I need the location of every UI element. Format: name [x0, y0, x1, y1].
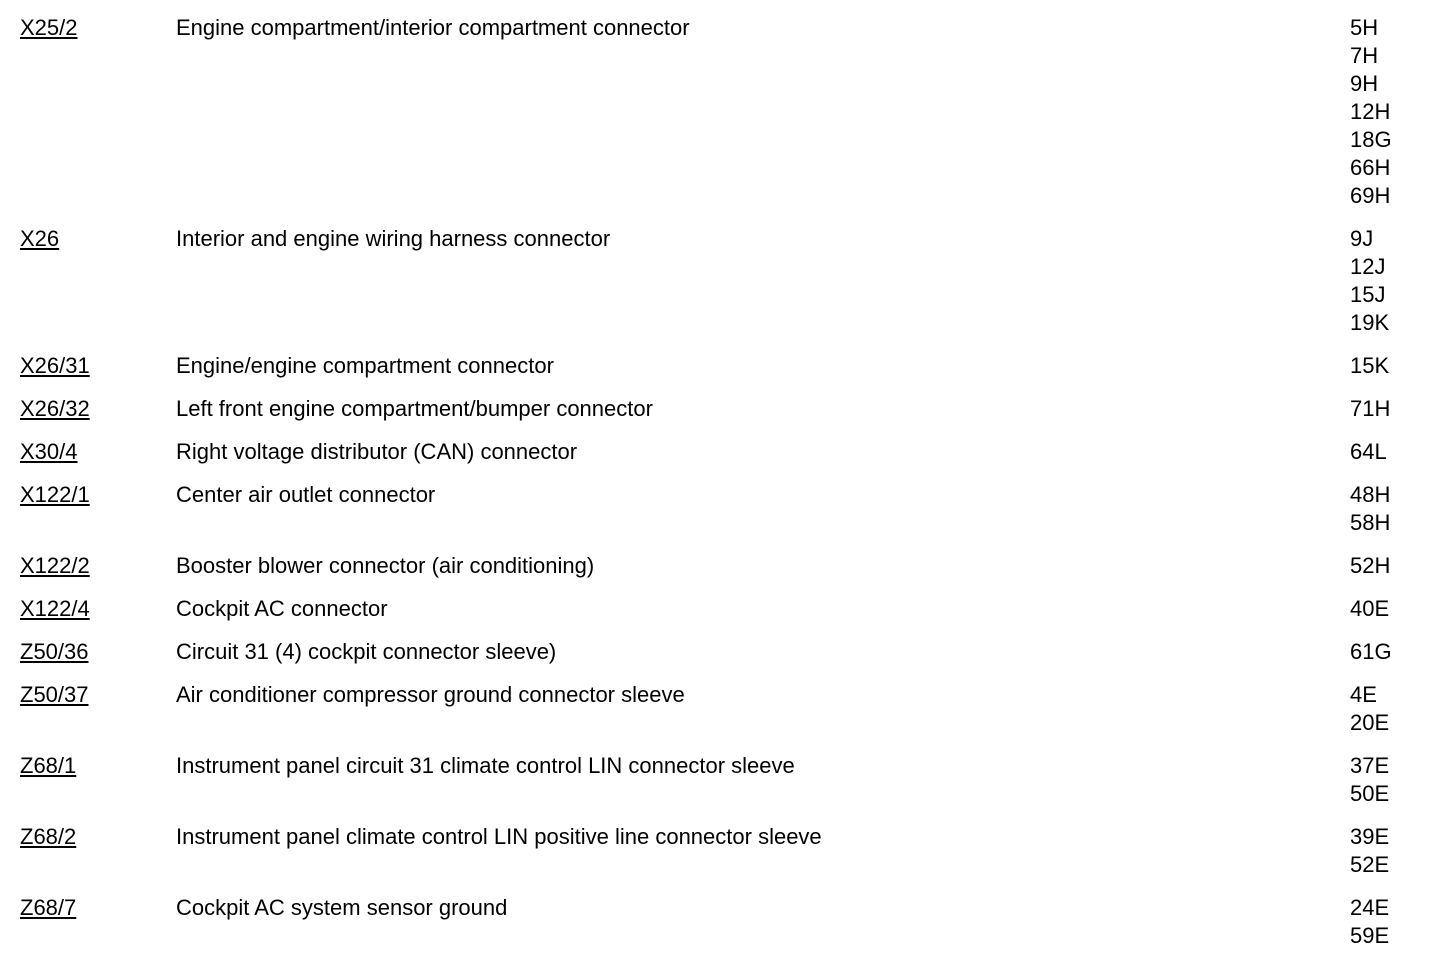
component-code-link[interactable]: X30/4: [20, 439, 78, 464]
component-description: Cockpit AC connector: [176, 596, 388, 621]
grid-reference: 52H: [1350, 553, 1391, 578]
legend-row: [20, 225, 1420, 337]
component-code-link[interactable]: X25/2: [20, 15, 78, 40]
grid-reference: 64L: [1350, 439, 1387, 464]
grid-reference: 7H: [1350, 43, 1379, 68]
legend-row: [20, 823, 1420, 879]
component-code-link[interactable]: X26/31: [20, 353, 90, 378]
grid-reference: 69H: [1350, 183, 1391, 208]
grid-reference-list: [1350, 823, 1389, 879]
component-legend: [20, 14, 1420, 965]
grid-reference: 4E: [1350, 682, 1377, 707]
grid-reference-list: [1350, 395, 1390, 423]
grid-reference: 18G: [1350, 127, 1392, 152]
grid-reference: 5H: [1350, 15, 1379, 40]
legend-row: [20, 638, 1420, 666]
grid-reference: 58H: [1350, 510, 1391, 535]
grid-reference-list: [1350, 225, 1389, 337]
grid-reference-list: [1350, 681, 1389, 737]
component-code-link[interactable]: X26: [20, 226, 60, 251]
legend-row: [20, 894, 1420, 950]
legend-row: [20, 752, 1420, 808]
legend-row: [20, 595, 1420, 623]
grid-reference: 39E: [1350, 824, 1390, 849]
component-code-link[interactable]: X122/2: [20, 553, 90, 578]
grid-reference: 71H: [1350, 396, 1391, 421]
grid-reference-list: [1350, 752, 1389, 808]
component-code-link[interactable]: Z50/37: [20, 682, 89, 707]
component-description: Engine compartment/interior compartment connector: [176, 15, 690, 40]
grid-reference-list: [1350, 14, 1392, 210]
grid-reference: 48H: [1350, 482, 1391, 507]
legend-row: [20, 395, 1420, 423]
grid-reference-list: [1350, 595, 1389, 623]
component-code-link[interactable]: Z68/7: [20, 895, 77, 920]
grid-reference: 19K: [1350, 310, 1390, 335]
legend-row: [20, 438, 1420, 466]
component-description: Booster blower connector (air conditioning): [176, 553, 595, 578]
grid-reference: 20E: [1350, 710, 1390, 735]
component-description: Instrument panel climate control LIN positive line connector sleeve: [176, 824, 822, 849]
component-description: Cockpit AC system sensor ground: [176, 895, 508, 920]
grid-reference-list: [1350, 638, 1392, 666]
grid-reference: 9J: [1350, 226, 1374, 251]
legend-row: [20, 481, 1420, 537]
grid-reference: 40E: [1350, 596, 1390, 621]
component-code-link[interactable]: X122/4: [20, 596, 90, 621]
component-code-link[interactable]: X122/1: [20, 482, 90, 507]
component-description: Air conditioner compressor ground connector sleeve: [176, 682, 685, 707]
component-description: Instrument panel circuit 31 climate control LIN connector sleeve: [176, 753, 795, 778]
legend-row: [20, 14, 1420, 210]
grid-reference-list: [1350, 481, 1390, 537]
component-code-link[interactable]: X26/32: [20, 396, 90, 421]
grid-reference: 37E: [1350, 753, 1390, 778]
grid-reference: 15K: [1350, 353, 1390, 378]
grid-reference: 66H: [1350, 155, 1391, 180]
grid-reference: 15J: [1350, 282, 1386, 307]
grid-reference-list: [1350, 552, 1390, 580]
grid-reference: 12J: [1350, 254, 1386, 279]
component-code-link[interactable]: Z68/1: [20, 753, 77, 778]
grid-reference-list: [1350, 352, 1389, 380]
component-description: Left front engine compartment/bumper connector: [176, 396, 653, 421]
grid-reference: 24E: [1350, 895, 1390, 920]
component-description: Interior and engine wiring harness connector: [176, 226, 611, 251]
grid-reference: 61G: [1350, 639, 1392, 664]
component-description: Right voltage distributor (CAN) connector: [176, 439, 578, 464]
grid-reference: 12H: [1350, 99, 1391, 124]
grid-reference: 9H: [1350, 71, 1379, 96]
grid-reference: 52E: [1350, 852, 1390, 877]
component-description: Center air outlet connector: [176, 482, 436, 507]
component-description: Circuit 31 (4) cockpit connector sleeve): [176, 639, 557, 664]
legend-row: [20, 681, 1420, 737]
component-code-link[interactable]: Z68/2: [20, 824, 77, 849]
legend-row: [20, 352, 1420, 380]
grid-reference: 59E: [1350, 923, 1390, 948]
grid-reference-list: [1350, 894, 1389, 950]
legend-row: [20, 552, 1420, 580]
component-code-link[interactable]: Z50/36: [20, 639, 89, 664]
component-description: Engine/engine compartment connector: [176, 353, 554, 378]
grid-reference: 50E: [1350, 781, 1390, 806]
grid-reference-list: [1350, 438, 1387, 466]
